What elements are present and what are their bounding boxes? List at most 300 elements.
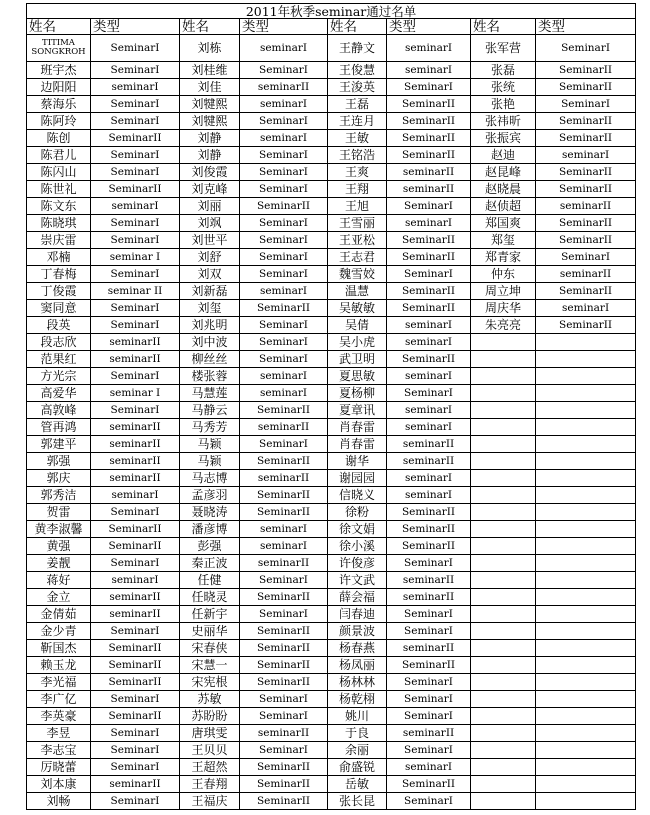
student-name-cell: 王爽 [328, 164, 387, 181]
seminar-type-cell: SeminarII [240, 759, 328, 776]
seminar-type-cell: seminarII [91, 436, 180, 453]
seminar-type-cell: SeminarII [387, 232, 471, 249]
seminar-type-cell [536, 793, 636, 810]
student-name-cell: 蒋好 [27, 572, 91, 589]
student-name-cell: 魏雪姣 [328, 266, 387, 283]
table-row [27, 232, 636, 249]
student-name-cell: 杨凤丽 [328, 657, 387, 674]
student-name-cell: 谢园园 [328, 470, 387, 487]
student-name-cell: 徐粉 [328, 504, 387, 521]
seminar-type-cell: seminarII [387, 436, 471, 453]
student-name-cell: 李志宝 [27, 742, 91, 759]
seminar-type-cell: SeminarII [536, 62, 636, 79]
seminar-type-cell: seminarI [240, 35, 328, 62]
seminar-type-cell [536, 555, 636, 572]
student-name-cell: 金少青 [27, 623, 91, 640]
student-name-cell: 赵侦超 [471, 198, 536, 215]
student-name-cell: 张祎昕 [471, 113, 536, 130]
table-row [27, 657, 636, 674]
student-name-cell: 赵昆峰 [471, 164, 536, 181]
table-row [27, 62, 636, 79]
header-name: 姓名 [328, 19, 387, 35]
student-name-cell: 孟彦羽 [180, 487, 240, 504]
seminar-type-cell: SeminarI [240, 742, 328, 759]
seminar-type-cell [536, 351, 636, 368]
seminar-type-cell: seminarII [387, 640, 471, 657]
table-row [27, 674, 636, 691]
seminar-type-cell: seminarII [387, 181, 471, 198]
student-name-cell: 刘丽 [180, 198, 240, 215]
student-name-cell: 周庆华 [471, 300, 536, 317]
student-name-cell: 张军营 [471, 35, 536, 62]
student-name-cell: 郭强 [27, 453, 91, 470]
seminar-type-cell: SeminarII [536, 181, 636, 198]
seminar-type-cell: SeminarII [240, 504, 328, 521]
seminar-type-cell: seminarI [387, 402, 471, 419]
student-name-cell [471, 351, 536, 368]
seminar-type-cell: SeminarII [240, 793, 328, 810]
student-name-cell [471, 402, 536, 419]
seminar-type-cell: SeminarI [387, 691, 471, 708]
student-name-cell: 马颖 [180, 436, 240, 453]
table-row [27, 215, 636, 232]
student-name-cell: 崇庆雷 [27, 232, 91, 249]
table-row [27, 402, 636, 419]
student-name-cell: 马静云 [180, 402, 240, 419]
seminar-type-cell: seminarII [387, 589, 471, 606]
student-name-cell: 任晓灵 [180, 589, 240, 606]
student-name-cell: 郭建平 [27, 436, 91, 453]
seminar-type-cell: SeminarI [91, 96, 180, 113]
student-name-cell: 刘栋 [180, 35, 240, 62]
seminar-type-cell: seminarII [240, 555, 328, 572]
student-name-cell: 颜景波 [328, 623, 387, 640]
student-name-cell [471, 555, 536, 572]
table-row [27, 623, 636, 640]
student-name-cell: 郭秀洁 [27, 487, 91, 504]
student-name-cell: 王磊 [328, 96, 387, 113]
student-name-cell: 余丽 [328, 742, 387, 759]
seminar-type-cell: seminarI [536, 300, 636, 317]
seminar-type-cell: SeminarI [91, 317, 180, 334]
student-name-cell: 陈创 [27, 130, 91, 147]
student-name-cell: 李昱 [27, 725, 91, 742]
seminar-type-cell: SeminarI [387, 198, 471, 215]
table-row [27, 793, 636, 810]
seminar-type-cell: SeminarI [536, 35, 636, 62]
student-name-cell: 刘新磊 [180, 283, 240, 300]
student-name-cell: 朱亮亮 [471, 317, 536, 334]
seminar-type-cell: SeminarII [387, 351, 471, 368]
seminar-type-cell [536, 674, 636, 691]
header-type: 类型 [387, 19, 471, 35]
seminar-type-cell: SeminarI [91, 759, 180, 776]
student-name-cell: 吴敏敏 [328, 300, 387, 317]
seminar-type-cell: seminarII [240, 725, 328, 742]
seminar-type-cell: seminarI [240, 368, 328, 385]
student-name-cell: TITIMA SONGKROH [27, 35, 91, 62]
seminar-type-cell: SeminarII [536, 215, 636, 232]
seminar-type-cell: SeminarI [91, 504, 180, 521]
student-name-cell: 厉晓蕾 [27, 759, 91, 776]
student-name-cell [471, 742, 536, 759]
seminar-type-cell: SeminarI [240, 351, 328, 368]
seminar-type-cell: SeminarI [387, 623, 471, 640]
seminar-type-cell [536, 640, 636, 657]
seminar-type-cell: SeminarI [387, 555, 471, 572]
student-name-cell: 刘静 [180, 130, 240, 147]
student-name-cell: 陈阿玲 [27, 113, 91, 130]
table-row [27, 487, 636, 504]
seminar-type-cell: SeminarII [91, 657, 180, 674]
seminar-type-cell: SeminarII [91, 181, 180, 198]
seminar-type-cell: seminarII [240, 419, 328, 436]
student-name-cell: 张振宾 [471, 130, 536, 147]
student-name-cell: 刘桂维 [180, 62, 240, 79]
header-type: 类型 [91, 19, 180, 35]
seminar-type-cell: seminarII [91, 589, 180, 606]
table-row [27, 708, 636, 725]
table-row [27, 385, 636, 402]
table-row [27, 419, 636, 436]
student-name-cell: 秦正波 [180, 555, 240, 572]
student-name-cell: 段志欣 [27, 334, 91, 351]
student-name-cell [471, 725, 536, 742]
seminar-type-cell: SeminarI [91, 793, 180, 810]
student-name-cell: 黄李淑馨 [27, 521, 91, 538]
student-name-cell [471, 453, 536, 470]
table-row [27, 334, 636, 351]
student-name-cell: 张统 [471, 79, 536, 96]
student-name-cell: 肖春雷 [328, 436, 387, 453]
seminar-type-cell: seminarI [387, 368, 471, 385]
student-name-cell: 任新宇 [180, 606, 240, 623]
seminar-type-cell: SeminarII [536, 317, 636, 334]
seminar-type-cell: seminarI [240, 521, 328, 538]
table-row [27, 759, 636, 776]
seminar-type-cell: SeminarII [387, 657, 471, 674]
seminar-type-cell [536, 691, 636, 708]
student-name-cell: 宋宪根 [180, 674, 240, 691]
student-name-cell: 岳敏 [328, 776, 387, 793]
student-name-cell: 许文武 [328, 572, 387, 589]
seminar-type-cell: SeminarII [240, 402, 328, 419]
table-row [27, 147, 636, 164]
student-name-cell: 张艳 [471, 96, 536, 113]
seminar-type-cell: SeminarI [91, 266, 180, 283]
table-row [27, 181, 636, 198]
table-row [27, 572, 636, 589]
seminar-type-cell: seminarII [240, 470, 328, 487]
seminar-type-cell: SeminarII [240, 776, 328, 793]
student-name-cell: 杨林林 [328, 674, 387, 691]
seminar-type-cell: SeminarII [536, 79, 636, 96]
student-name-cell: 郭庆 [27, 470, 91, 487]
seminar-type-cell [536, 708, 636, 725]
student-name-cell: 张长昆 [328, 793, 387, 810]
header-name: 姓名 [180, 19, 240, 35]
student-name-cell: 段英 [27, 317, 91, 334]
table-row [27, 606, 636, 623]
seminar-type-cell: seminarII [91, 351, 180, 368]
table-row [27, 300, 636, 317]
student-name-cell: 于良 [328, 725, 387, 742]
seminar-type-cell: SeminarI [240, 232, 328, 249]
student-name-cell [471, 623, 536, 640]
seminar-type-cell: SeminarI [240, 181, 328, 198]
seminar-type-cell [536, 725, 636, 742]
student-name-cell: 柳丝丝 [180, 351, 240, 368]
seminar-type-cell: seminarII [387, 725, 471, 742]
seminar-type-cell [536, 521, 636, 538]
seminar-type-cell: SeminarII [240, 623, 328, 640]
header-name: 姓名 [471, 19, 536, 35]
student-name-cell: 温慧 [328, 283, 387, 300]
student-name-cell: 仲东 [471, 266, 536, 283]
seminar-type-cell: SeminarII [536, 232, 636, 249]
seminar-type-cell [536, 470, 636, 487]
student-name-cell: 刘双 [180, 266, 240, 283]
student-name-cell: 蔡海乐 [27, 96, 91, 113]
student-name-cell: 陈晓琪 [27, 215, 91, 232]
student-name-cell: 王志君 [328, 249, 387, 266]
seminar-type-cell: SeminarII [240, 453, 328, 470]
student-name-cell: 薛会福 [328, 589, 387, 606]
student-name-cell: 马秀芳 [180, 419, 240, 436]
student-name-cell [471, 589, 536, 606]
seminar-type-cell [536, 487, 636, 504]
seminar-type-cell [536, 419, 636, 436]
table-row [27, 691, 636, 708]
seminar-type-cell: SeminarII [536, 164, 636, 181]
seminar-type-cell: SeminarI [387, 742, 471, 759]
seminar-type-cell: SeminarII [91, 674, 180, 691]
student-name-cell: 陈闪山 [27, 164, 91, 181]
student-name-cell: 夏章讯 [328, 402, 387, 419]
seminar-type-cell: seminarI [240, 96, 328, 113]
seminar-type-cell: seminarI [91, 572, 180, 589]
student-name-cell [471, 674, 536, 691]
student-name-cell: 赵迪 [471, 147, 536, 164]
student-name-cell: 金立 [27, 589, 91, 606]
seminar-type-cell: SeminarI [91, 623, 180, 640]
table-row [27, 504, 636, 521]
table-row [27, 351, 636, 368]
seminar-type-cell: SeminarII [387, 113, 471, 130]
student-name-cell: 刘中波 [180, 334, 240, 351]
seminar-type-cell: SeminarII [240, 657, 328, 674]
student-name-cell: 赵晓晨 [471, 181, 536, 198]
student-name-cell: 杨春燕 [328, 640, 387, 657]
student-name-cell: 李广亿 [27, 691, 91, 708]
student-name-cell: 贺雷 [27, 504, 91, 521]
seminar-type-cell: SeminarII [387, 249, 471, 266]
seminar-type-cell: SeminarI [91, 62, 180, 79]
seminar-type-cell [536, 385, 636, 402]
student-name-cell: 王敏 [328, 130, 387, 147]
seminar-type-cell: seminarII [91, 606, 180, 623]
student-name-cell: 王连月 [328, 113, 387, 130]
student-name-cell: 徐小溪 [328, 538, 387, 555]
student-name-cell: 张磊 [471, 62, 536, 79]
student-name-cell [471, 487, 536, 504]
student-name-cell: 杨乾栩 [328, 691, 387, 708]
table-row [27, 725, 636, 742]
table-row [27, 164, 636, 181]
student-name-cell: 陈君儿 [27, 147, 91, 164]
seminar-type-cell: seminar I [91, 385, 180, 402]
student-name-cell [471, 504, 536, 521]
table-row [27, 249, 636, 266]
student-name-cell: 马颖 [180, 453, 240, 470]
title-row [27, 4, 636, 19]
student-name-cell: 王贝贝 [180, 742, 240, 759]
seminar-type-cell: SeminarI [91, 402, 180, 419]
student-name-cell: 徐文娟 [328, 521, 387, 538]
seminar-type-cell: SeminarI [240, 317, 328, 334]
seminar-type-cell: SeminarI [91, 555, 180, 572]
table-row [27, 35, 636, 62]
student-name-cell: 夏思敏 [328, 368, 387, 385]
table-row [27, 283, 636, 300]
seminar-type-cell: SeminarII [240, 198, 328, 215]
student-name-cell [471, 368, 536, 385]
student-name-cell: 楼张蓉 [180, 368, 240, 385]
seminar-type-cell: SeminarI [91, 232, 180, 249]
student-name-cell: 管再鸿 [27, 419, 91, 436]
seminar-type-cell: SeminarII [91, 521, 180, 538]
seminar-type-cell: SeminarII [240, 487, 328, 504]
student-name-cell: 彭强 [180, 538, 240, 555]
seminar-type-cell: SeminarI [91, 300, 180, 317]
student-name-cell: 刘犍熙 [180, 113, 240, 130]
student-name-cell: 周立坤 [471, 283, 536, 300]
seminar-type-cell: SeminarI [91, 147, 180, 164]
seminar-type-cell: SeminarII [387, 147, 471, 164]
student-name-cell: 王铭浩 [328, 147, 387, 164]
student-name-cell: 刘畅 [27, 793, 91, 810]
table-row [27, 130, 636, 147]
seminar-type-cell [536, 453, 636, 470]
seminar-type-cell [536, 623, 636, 640]
seminar-type-cell: seminarI [387, 419, 471, 436]
seminar-type-cell [536, 504, 636, 521]
seminar-type-cell: seminarI [240, 385, 328, 402]
seminar-type-cell [536, 334, 636, 351]
seminar-type-cell: SeminarI [240, 147, 328, 164]
seminar-type-cell: SeminarI [387, 674, 471, 691]
seminar-type-cell: SeminarII [387, 300, 471, 317]
student-name-cell: 王雪丽 [328, 215, 387, 232]
seminar-type-cell: SeminarII [536, 130, 636, 147]
seminar-type-cell: seminarII [387, 453, 471, 470]
student-name-cell: 马志博 [180, 470, 240, 487]
table-row [27, 317, 636, 334]
seminar-type-cell: SeminarII [387, 776, 471, 793]
seminar-type-cell: seminarII [91, 776, 180, 793]
seminar-type-cell: seminarII [536, 198, 636, 215]
student-name-cell: 姜靓 [27, 555, 91, 572]
seminar-type-cell: SeminarII [387, 538, 471, 555]
seminar-type-cell [536, 436, 636, 453]
student-name-cell: 靳国杰 [27, 640, 91, 657]
student-name-cell: 刘兆明 [180, 317, 240, 334]
seminar-type-cell [536, 589, 636, 606]
seminar-type-cell: seminarI [536, 147, 636, 164]
student-name-cell: 丁春梅 [27, 266, 91, 283]
student-name-cell: 刘俊霞 [180, 164, 240, 181]
seminar-type-cell: SeminarII [240, 640, 328, 657]
student-name-cell [471, 419, 536, 436]
student-name-cell [471, 385, 536, 402]
seminar-type-cell: seminarI [387, 215, 471, 232]
seminar-type-cell: SeminarI [387, 708, 471, 725]
student-name-cell: 刘犍熙 [180, 96, 240, 113]
seminar-type-cell [536, 606, 636, 623]
seminar-type-cell: SeminarI [240, 691, 328, 708]
student-name-cell: 班宇杰 [27, 62, 91, 79]
seminar-type-cell: SeminarII [536, 283, 636, 300]
seminar-type-cell: SeminarI [91, 742, 180, 759]
seminar-type-cell: SeminarI [387, 266, 471, 283]
header-name: 姓名 [27, 19, 91, 35]
student-name-cell: 高爱华 [27, 385, 91, 402]
student-name-cell: 宋春侠 [180, 640, 240, 657]
student-name-cell: 李光福 [27, 674, 91, 691]
seminar-list-table [26, 3, 636, 810]
student-name-cell: 赖玉龙 [27, 657, 91, 674]
student-name-cell [471, 538, 536, 555]
student-name-cell: 刘世平 [180, 232, 240, 249]
seminar-type-cell: SeminarI [91, 215, 180, 232]
seminar-type-cell: SeminarI [240, 164, 328, 181]
student-name-cell: 刘静 [180, 147, 240, 164]
student-name-cell: 谢华 [328, 453, 387, 470]
seminar-type-cell: seminarII [536, 266, 636, 283]
seminar-type-cell: seminarI [240, 283, 328, 300]
student-name-cell: 王福庆 [180, 793, 240, 810]
table-row [27, 470, 636, 487]
table-row [27, 555, 636, 572]
student-name-cell: 刘飒 [180, 215, 240, 232]
student-name-cell: 方光宗 [27, 368, 91, 385]
student-name-cell: 王翔 [328, 181, 387, 198]
seminar-type-cell: seminarI [387, 759, 471, 776]
student-name-cell: 边阳阳 [27, 79, 91, 96]
header-type: 类型 [536, 19, 636, 35]
student-name-cell: 宋慧一 [180, 657, 240, 674]
student-name-cell: 丁俊霞 [27, 283, 91, 300]
seminar-type-cell: SeminarI [91, 113, 180, 130]
student-name-cell: 姚川 [328, 708, 387, 725]
student-name-cell [471, 691, 536, 708]
seminar-type-cell: SeminarI [387, 79, 471, 96]
table-row [27, 589, 636, 606]
student-name-cell: 武卫明 [328, 351, 387, 368]
table-row [27, 742, 636, 759]
seminar-type-cell: seminarI [387, 334, 471, 351]
seminar-type-cell: SeminarI [240, 249, 328, 266]
table-row [27, 79, 636, 96]
sheet-title: 2011年秋季seminar通过名单 [27, 4, 636, 19]
seminar-type-cell [536, 657, 636, 674]
student-name-cell: 夏杨柳 [328, 385, 387, 402]
seminar-type-cell: SeminarII [91, 130, 180, 147]
student-name-cell: 王旭 [328, 198, 387, 215]
student-name-cell: 闫春迪 [328, 606, 387, 623]
student-name-cell: 潘彦博 [180, 521, 240, 538]
seminar-type-cell: seminarI [91, 198, 180, 215]
